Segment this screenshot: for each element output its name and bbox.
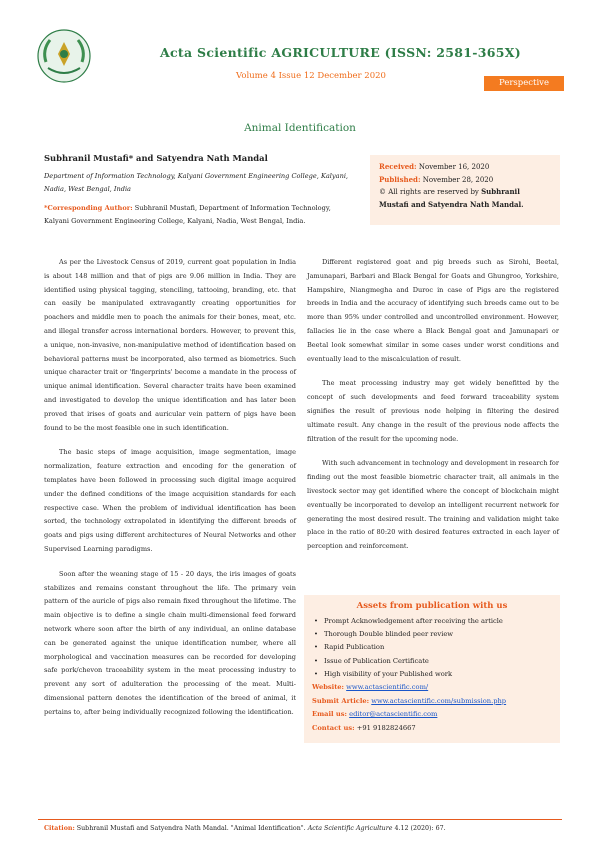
journal-logo-icon <box>36 28 92 84</box>
list-item: • Thorough Double blinded peer review <box>312 628 552 641</box>
citation-label: Citation: <box>44 825 75 832</box>
affiliation: Department of Information Technology, Kalyani Government Engineering College, Kalyani, Nadia, West Bengal, India <box>44 172 349 193</box>
page-header <box>0 0 600 100</box>
paragraph: With such advancement in technology and development in research for finding out the most feasible biometric character trait, all animals in the livestock sector may get identified where the concept of blockchain might eventually be incorporated to develop an intelligent recurrent network for generating the most desired result. The training and validation might take place in the ratio of 80:20 with desired features extracted in each layer of perception and reinforcement. <box>307 459 559 551</box>
received-date: November 16, 2020 <box>416 163 490 171</box>
corresponding-author <box>44 202 344 228</box>
citation <box>44 825 446 832</box>
list-item: • Rapid Publication <box>312 641 552 654</box>
paragraph: Different registered goat and pig breeds such as Sirohi, Beetal, Jamunapari, Barbari and Black Bengal for Goats and Ghungroo, Yorkshire, Hampshire, Niangmegha and Duroc in case of Pigs are the registered breeds in India and the accuracy of identifying such breeds came out to be more than 95% under controlled and uncontrolled environment. However, fallacies lie in the case where a Black Bengal goat and Jamunapari or Beetal look somewhat similar in some cases under worst conditions and eventually lead to the miscalculation of result. <box>307 258 559 363</box>
website-label: Website: <box>312 683 345 692</box>
published-date: November 28, 2020 <box>420 175 494 184</box>
email-link[interactable]: editor@actascientific.com <box>349 710 438 719</box>
email-label: Email us: <box>312 710 348 719</box>
paragraph: Soon after the weaning stage of 15 - 20 days, the iris images of goats stabilizes and remains constant throughout the life. The primary vein pattern of the auricle of pigs also remain fixed throughout the lifetime. The main objective is to define a single chain multi-dimensional feed forward network where soon after the birth of any individual, an online database can be generated against the unique identification number, where all morphological and vaccination measures can be recorded for developing safe pork/chevon traceability system in the meat processing industry to prevent any sort of adulteration the processing of the meat. Multi-dimensional pattern denotes the identification of the breed of animal, it pertains to, after being individually recognized following the identification. <box>44 569 296 716</box>
journal-title: Acta Scientific AGRICULTURE (ISSN: 2581-365X) <box>160 45 521 60</box>
list-item: • Issue of Publication Certificate <box>312 655 552 668</box>
citation-journal: Acta Scientific Agriculture <box>307 825 393 832</box>
website-row <box>312 681 552 695</box>
contact-row <box>312 722 552 736</box>
citation-text: Subhranil Mustafi and Satyendra Nath Mandal. "Animal Identification". <box>74 825 308 832</box>
submit-link[interactable]: www.actascientific.com/submission.php <box>371 696 507 705</box>
submit-label: Submit Article: <box>312 696 370 705</box>
issue-line: Volume 4 Issue 12 December 2020 <box>236 71 386 81</box>
authors: Subhranil Mustafi* and Satyendra Nath Mandal <box>44 153 268 163</box>
corresponding-label: *Corresponding Author: <box>44 204 133 212</box>
submit-row <box>312 695 552 709</box>
corresponding-text: Subhranil Mustafi, Department of Information Technology, Kalyani Government Engineering College, Kalyani, Nadia, West Bengal, India. <box>44 204 331 225</box>
paragraph: The basic steps of image acquisition, image segmentation, image normalization, feature extraction and encoding for the generation of templates have been followed in processing such digital image acquired under the defined conditions of the image acquisition standards for each respective case. When the problem of individual identification has been sorted, the technology extrapolated in identifying the different breeds of goats and pigs using different architectures of Neural Networks and other Supervised Learning paradigms. <box>44 448 296 553</box>
website-link[interactable]: www.actascientific.com/ <box>346 683 429 692</box>
published-label: Published: <box>379 174 421 184</box>
list-item: • Prompt Acknowledgement after receiving the article <box>312 615 552 628</box>
footer-divider <box>38 819 562 820</box>
article-title: Animal Identification <box>244 122 356 134</box>
paragraph: The meat processing industry may get widely benefitted by the concept of such developments and feed forward traceability system signifies the result of previous node helping in filtering the desired ultimate result. Any change in the result of the previous node affects the filtration of the result for the upcoming node. <box>307 379 559 443</box>
article-type-badge: Perspective <box>484 76 564 91</box>
body-column-left <box>44 256 296 731</box>
paragraph: As per the Livestock Census of 2019, current goat population in India is about 148 million and that of pigs are 9.06 million in India. They are identified using physical tagging, stenciling, tattooing, branding, etc. that can easily be manipulated extravagantly creating opportunities for poachers and middle men to poach the animals for their bones, meat, etc. and illegal transfer across international borders. However, to prevent this, a unique, non-invasive, non-manipulative method of identification based on behavioral patterns must be incorporated, also termed as biometrics. Such unique character trait or 'fingerprints' become a mandate in the process of unique animal identification. Several character traits have been examined and investigated to develop the unique identification and has later been proved that irises of goats and auricular vein pattern of pigs have been found to be the most feasible one in such identification. <box>44 258 296 432</box>
contact-phone: +91 9182824667 <box>356 723 416 732</box>
assets-list <box>312 615 552 681</box>
copyright-holder: Subhranil Mustafi and Satyendra Nath Mandal. <box>379 187 524 209</box>
copyright-text: © All rights are reserved by <box>379 188 482 196</box>
assets-box <box>304 595 560 743</box>
list-item: • High visibility of your Published work <box>312 668 552 681</box>
received-label: Received: <box>379 162 417 171</box>
body-column-right <box>307 256 559 565</box>
assets-title: Assets from publication with us <box>356 601 508 611</box>
dates-box <box>370 155 560 225</box>
contact-label: Contact us: <box>312 723 355 732</box>
citation-tail: 4.12 (2020): 67. <box>392 825 446 832</box>
email-row <box>312 708 552 722</box>
